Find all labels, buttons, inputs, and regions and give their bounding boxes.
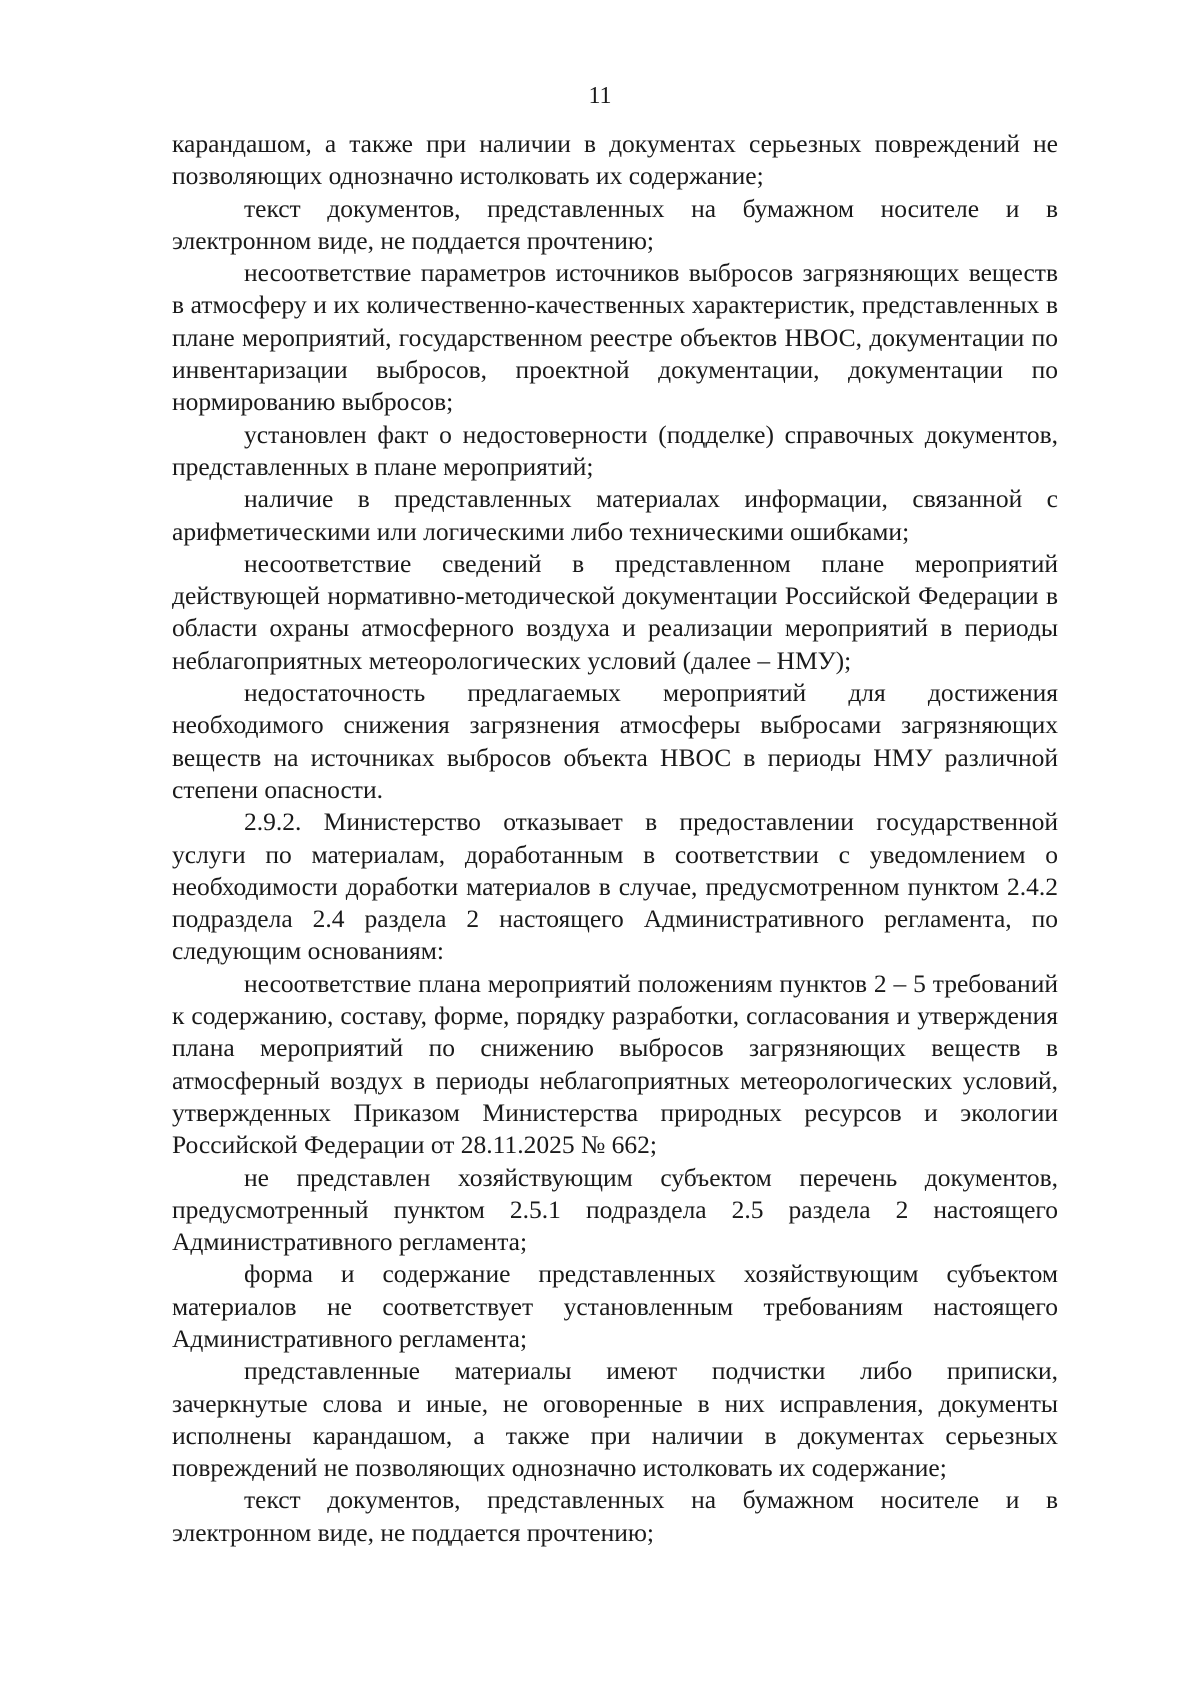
paragraph: представленные материалы имеют подчистки либо приписки, зачеркнутые слова и иные, не оговоренные в них исправления, документы исполнены карандашом, а также при наличии в документах серьезных повреждений не позволяющих однозначно истолковать их содержание; <box>172 1356 1058 1483</box>
paragraph: наличие в представленных материалах информации, связанной с арифметическими или логическими либо техническими ошибками; <box>172 484 1058 546</box>
paragraph: текст документов, представленных на бумажном носителе и в электронном виде, не поддается прочтению; <box>172 1485 1058 1547</box>
paragraph: недостаточность предлагаемых мероприятий для достижения необходимого снижения загрязнения атмосферы выбросами загрязняющих веществ на источниках выбросов объекта НВОС в периоды НМУ различной степени опасности. <box>172 678 1058 804</box>
paragraph: форма и содержание представленных хозяйствующим субъектом материалов не соответствует установленным требованиям настоящего Административного регламента; <box>172 1259 1058 1353</box>
document-body <box>172 128 1058 1549</box>
paragraph: несоответствие параметров источников выбросов загрязняющих веществ в атмосферу и их количественно-качественных характеристик, представленных в плане мероприятий, государственном реестре объектов НВОС, документации по инвентаризации выбросов, проектной документации, документации по нормированию выбросов; <box>172 258 1058 417</box>
paragraph-continuation: карандашом, а также при наличии в документах серьезных повреждений не позволяющих однозначно истолковать их содержание; <box>172 129 1058 191</box>
section-paragraph-2-9-2: 2.9.2. Министерство отказывает в предоставлении государственной услуги по материалам, доработанным в соответствии с уведомлением о необходимости доработки материалов в случае, предусмотренном пунктом 2.4.2 подраздела 2.4 раздела 2 настоящего Административного регламента, по следующим основаниям: <box>172 807 1058 966</box>
paragraph: несоответствие сведений в представленном плане мероприятий действующей нормативно-методической документации Российской Федерации в области охраны атмосферного воздуха и реализации мероприятий в периоды неблагоприятных метеорологических условий (далее – НМУ); <box>172 548 1058 675</box>
page-number: 11 <box>588 83 612 109</box>
paragraph: текст документов, представленных на бумажном носителе и в электронном виде, не поддается прочтению; <box>172 193 1058 255</box>
paragraph: не представлен хозяйствующим субъектом перечень документов, предусмотренный пунктом 2.5.1 подраздела 2.5 раздела 2 настоящего Административного регламента; <box>172 1162 1058 1257</box>
paragraph: несоответствие плана мероприятий положениям пунктов 2 – 5 требований к содержанию, составу, форме, порядку разработки, согласования и утверждения плана мероприятий по снижению выбросов загрязняющих веществ в атмосферный воздух в периоды неблагоприятных метеорологических условий, утвержденных Приказом Министерства природных ресурсов и экологии Российской Федерации от 28.11.2025 № 662; <box>172 968 1058 1160</box>
paragraph: установлен факт о недостоверности (подделке) справочных документов, представленных в плане мероприятий; <box>172 419 1058 481</box>
